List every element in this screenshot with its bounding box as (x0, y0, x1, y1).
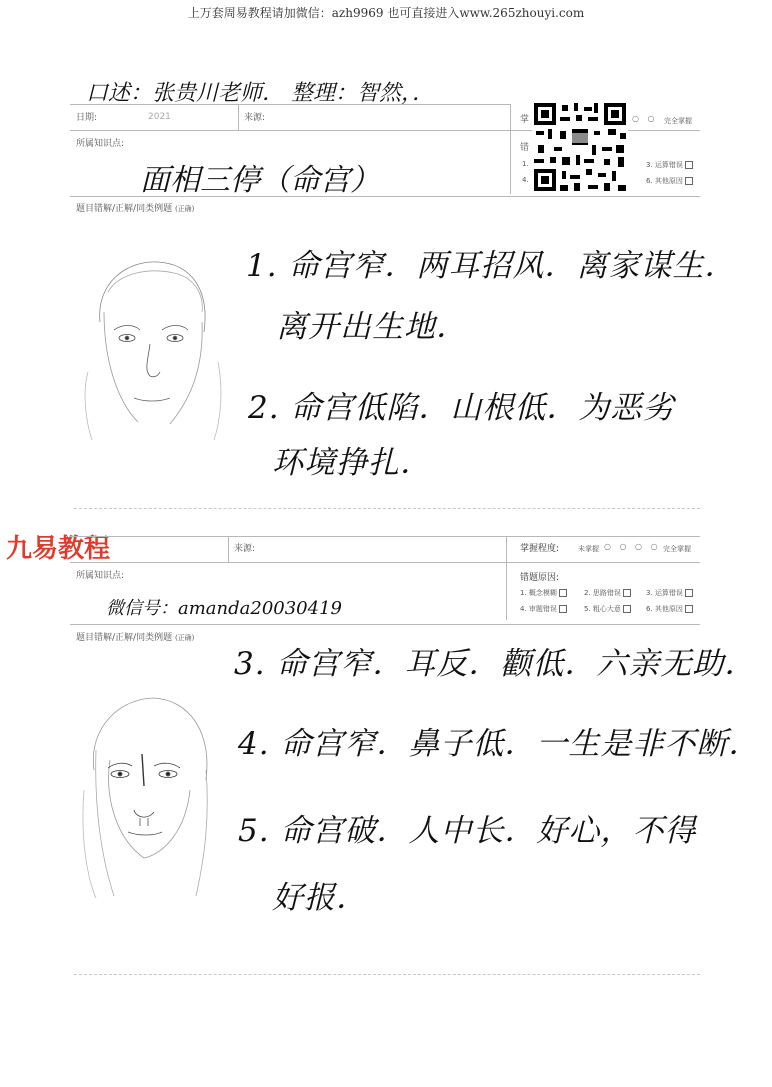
form1-reason-label: 错 (520, 143, 530, 153)
checkbox[interactable] (623, 589, 631, 597)
form2-reason-3 (646, 588, 693, 598)
form2-reason-1-label: 1. 概念模糊 (520, 589, 557, 597)
form2-rule-3 (70, 624, 700, 625)
form2-reason-6-label: 6. 其他原因 (646, 605, 683, 613)
note-line-4: 环境挣扎． (272, 445, 432, 481)
header-note: 口述：张贵川老师． 整理：智然，． (86, 81, 434, 106)
form1-knowledge-label: 所属知识点: (76, 139, 125, 149)
form1-mastery-label: 掌 (520, 115, 530, 125)
checkbox[interactable] (685, 177, 693, 185)
form1-rule-3 (70, 196, 700, 197)
note-line-5: 3. 命宫窄．耳反．颧低．六亲无助． (234, 646, 757, 682)
form1-topic: 面相三停（命宫） (140, 163, 380, 198)
checkbox[interactable] (685, 605, 693, 613)
note-line-6: 4. 命宫窄．鼻子低．一生是非不断． (238, 726, 761, 762)
form2-reason-5-label: 5. 粗心大意 (584, 605, 621, 613)
form1-section-title: 题目错解/正解/同类例题 (76, 204, 173, 214)
face-sketch-2 (74, 690, 224, 900)
form2-reason-4-label: 4. 审题错误 (520, 605, 557, 613)
face-sketch-1 (78, 252, 228, 442)
form1-divider-2 (510, 104, 511, 194)
top-banner: 上万套周易教程请加微信：azh9969 也可直接进入www.265zhouyi.com (187, 6, 585, 20)
form2-mastery-full: 完全掌握 (663, 545, 691, 553)
form1-bottom-rule (74, 508, 700, 509)
watermark-logo: 九易教程 (6, 534, 111, 564)
form1-section-label (76, 201, 194, 214)
note-line-1: 1. 命宫窄．两耳招风．离家谋生． (246, 248, 737, 284)
form1-reason-num-1: 1. (522, 160, 529, 168)
form2-reason-4 (520, 604, 567, 614)
form2-source-label: 来源: (234, 544, 256, 554)
form2-reason-2 (584, 588, 631, 598)
form2-reason-label: 错题原因: (520, 573, 560, 583)
form2-divider-2 (506, 536, 507, 620)
form1-divider (238, 104, 239, 130)
form1-section-sub: (正确) (174, 205, 195, 213)
form2-bottom-rule (74, 974, 700, 975)
form1-reason-6-label: 6. 其他原因 (646, 177, 683, 185)
form2-reason-3-label: 3. 运算错误 (646, 589, 683, 597)
form1-mastery-dots: ○ ○ (632, 114, 658, 123)
checkbox[interactable] (623, 605, 631, 613)
form2-reason-5 (584, 604, 631, 614)
checkbox[interactable] (559, 589, 567, 597)
checkbox[interactable] (685, 161, 693, 169)
form2-reason-1 (520, 588, 567, 598)
form1-mastery-full: 完全掌握 (664, 117, 692, 125)
form1-reason-num-4: 4. (522, 176, 529, 184)
form2-reason-6 (646, 604, 693, 614)
form2-mastery-label: 掌握程度: (520, 544, 560, 554)
form2-top-rule (70, 536, 700, 537)
form2-mastery-dots: ○ ○ ○ ○ (604, 542, 661, 551)
form2-divider (228, 536, 229, 562)
form1-reason-3 (646, 160, 693, 170)
qr-code-icon (532, 101, 628, 193)
form1-source-label: 来源: (244, 113, 266, 123)
form2-section-label (76, 630, 194, 643)
note-line-8: 好报． (272, 880, 368, 916)
note-line-2: 离开出生地． (276, 309, 468, 345)
checkbox[interactable] (559, 605, 567, 613)
form1-date-value: 2021 (148, 112, 171, 122)
checkbox[interactable] (685, 589, 693, 597)
form1-reason-3-label: 3. 运算错误 (646, 161, 683, 169)
form2-section-sub: (正确) (174, 634, 195, 642)
form2-reason-2-label: 2. 思路错误 (584, 589, 621, 597)
form1-reason-6 (646, 176, 693, 186)
form2-knowledge-label: 所属知识点: (76, 571, 125, 581)
form1-date-label: 日期: (76, 113, 98, 123)
form2-rule-2 (70, 562, 700, 563)
note-line-3: 2. 命宫低陷．山根低．为恶劣 (248, 390, 675, 426)
note-line-7: 5. 命宫破．人中长．好心，不得 (238, 813, 697, 849)
form1-top-rule (70, 104, 510, 105)
form2-mastery-none: 未掌握 (578, 545, 599, 553)
form2-section-title: 题目错解/正解/同类例题 (76, 633, 173, 643)
form2-wechat: 微信号：amanda20030419 (106, 598, 342, 619)
